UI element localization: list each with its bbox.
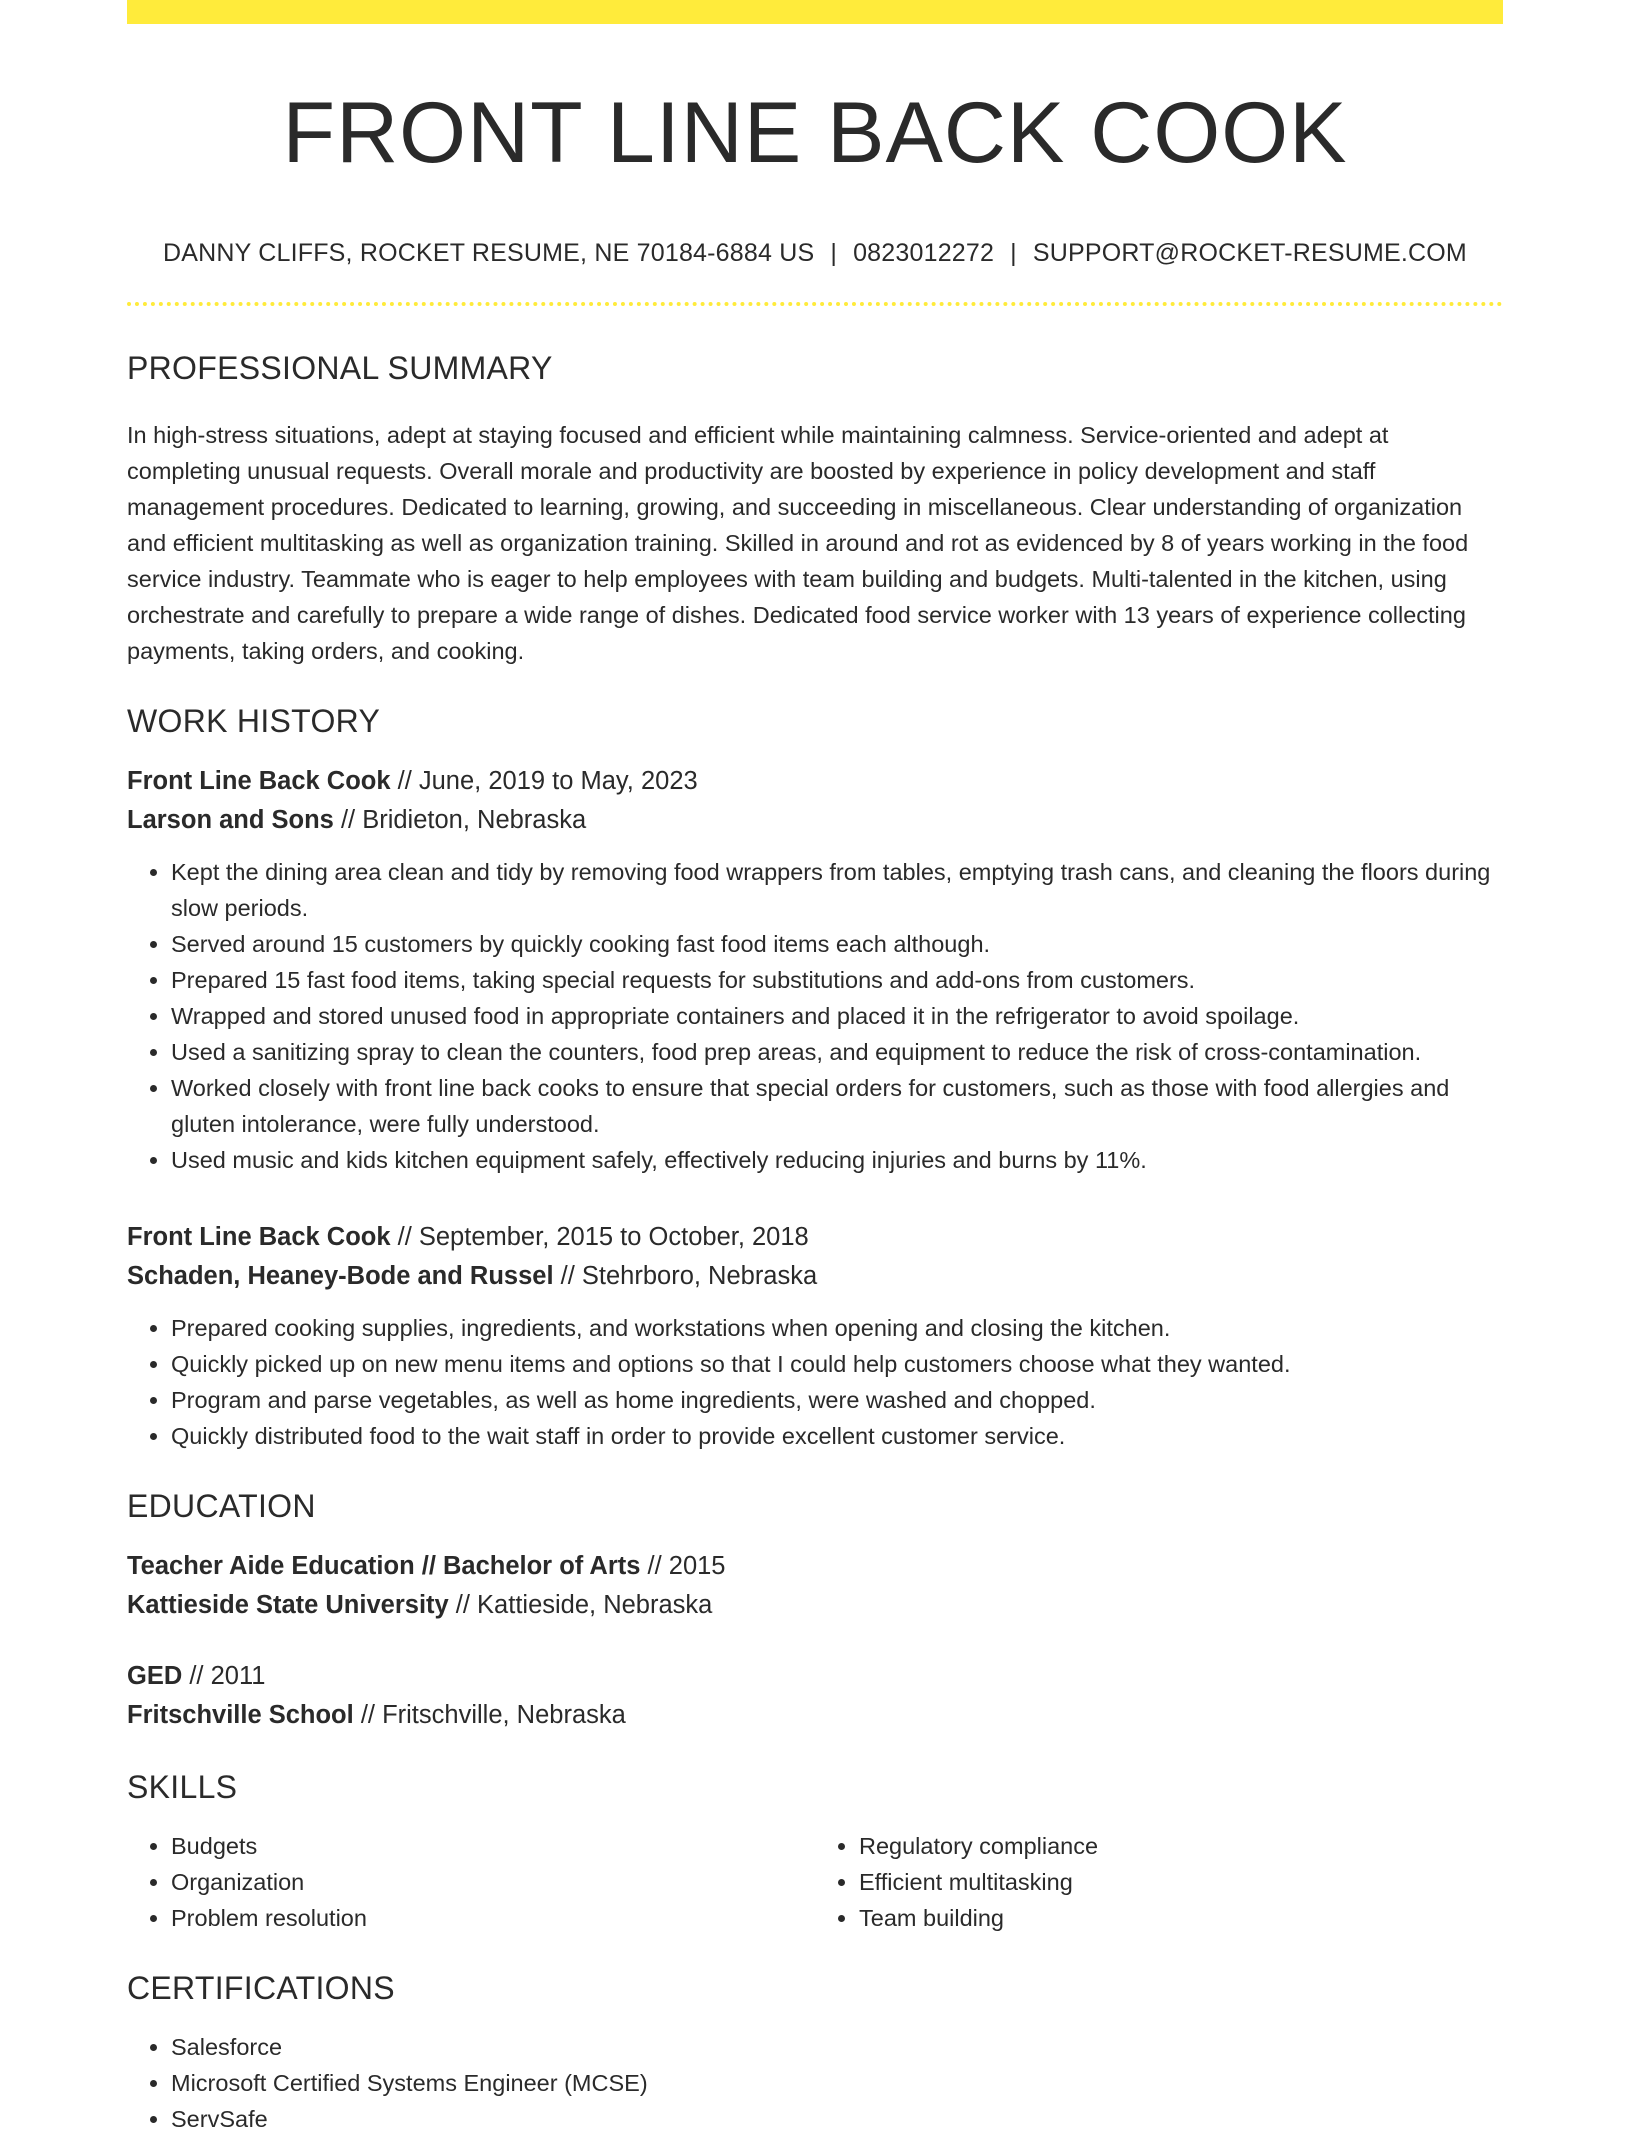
summary-text: In high-stress situations, adept at staying focused and efficient while maintaining calmness. Service-oriented and adept at completing unusual requests. Overall morale and productivity are boosted by experience in policy development and staff management procedures. Dedicated to learning, growing, and succeeding in miscellaneous. Clear understanding of organization and efficient multitasking as well as organization training. Skilled in around and rot as evidenced by 8 of years working in the food service industry. Teammate who is eager to help employees with team building and budgets. Multi-talented in the kitchen, using orchestrate and carefully to prepare a wide range of dishes. Dedicated food service worker with 13 years of experience collecting payments, taking orders, and cooking. (127, 421, 1469, 664)
job-bullet: • Program and parse vegetables, as well as home ingredients, were washed and chopped. (171, 1382, 1503, 1418)
job-company-line (127, 801, 1503, 840)
job-title: Front Line Back Cook (127, 766, 391, 795)
resume-title: FRONT LINE BACK COOK (282, 85, 1348, 181)
education-location: // Fritschville, Nebraska (353, 1700, 626, 1729)
job-bullet: • Used music and kids kitchen equipment safely, effectively reducing injuries and burns by 11%. (171, 1142, 1503, 1178)
education-school-line (127, 1696, 1503, 1735)
contact-line (127, 239, 1503, 268)
education-section (127, 1488, 1503, 1735)
education-school: Fritschville School (127, 1700, 354, 1729)
education-entry (127, 1547, 1503, 1625)
contact-separator: | (1010, 238, 1017, 267)
education-degree-line (127, 1547, 1503, 1586)
job-entry (127, 1218, 1503, 1454)
education-location: // Kattieside, Nebraska (448, 1590, 713, 1619)
job-bullets (127, 854, 1503, 1178)
contact-email: SUPPORT@ROCKET-RESUME.COM (1032, 238, 1467, 267)
education-heading: EDUCATION (127, 1487, 316, 1524)
job-bullet: • Prepared 15 fast food items, taking special requests for substitutions and add-ons from customers. (171, 962, 1503, 998)
education-degree: GED (127, 1661, 183, 1690)
skill-item: • Efficient multitasking (859, 1864, 1503, 1900)
job-bullet: • Wrapped and stored unused food in appropriate containers and placed it in the refrigerator to avoid spoilage. (171, 998, 1503, 1034)
job-bullets (127, 1310, 1503, 1454)
certification-item: • Salesforce (171, 2029, 1503, 2065)
work-history-section (127, 703, 1503, 1454)
job-location: // Stehrboro, Nebraska (553, 1261, 818, 1290)
accent-top-bar (127, 0, 1503, 24)
resume-content (127, 0, 1503, 2137)
job-title-line (127, 762, 1503, 801)
education-school: Kattieside State University (127, 1590, 449, 1619)
job-dates: // September, 2015 to October, 2018 (390, 1222, 809, 1251)
skill-item: • Organization (171, 1864, 815, 1900)
job-company: Schaden, Heaney-Bode and Russel (127, 1261, 554, 1290)
certification-item: • ServSafe (171, 2101, 1503, 2137)
skill-item: • Regulatory compliance (859, 1828, 1503, 1864)
skills-list-right (815, 1828, 1503, 1936)
dotted-divider (127, 302, 1503, 306)
contact-separator: | (830, 238, 838, 267)
certifications-heading: CERTIFICATIONS (127, 1969, 395, 2006)
contact-address: DANNY CLIFFS, ROCKET RESUME, NE 70184-6884 US (163, 238, 815, 267)
summary-heading: PROFESSIONAL SUMMARY (127, 349, 553, 386)
job-company: Larson and Sons (127, 805, 334, 834)
education-entry (127, 1657, 1503, 1735)
job-bullet: • Served around 15 customers by quickly cooking fast food items each although. (171, 926, 1503, 962)
education-school-line (127, 1586, 1503, 1625)
skill-item: • Budgets (171, 1828, 815, 1864)
job-title: Front Line Back Cook (127, 1222, 391, 1251)
skills-list-left (127, 1828, 815, 1936)
education-degree-line (127, 1657, 1503, 1696)
job-entry (127, 762, 1503, 1178)
certification-item: • Microsoft Certified Systems Engineer (MCSE) (171, 2065, 1503, 2101)
summary-section (127, 350, 1503, 669)
skills-columns (127, 1828, 1503, 1936)
job-dates: // June, 2019 to May, 2023 (390, 766, 698, 795)
job-bullet: • Quickly distributed food to the wait staff in order to provide excellent customer service. (171, 1418, 1503, 1454)
education-year: // 2011 (182, 1661, 266, 1690)
skills-section (127, 1769, 1503, 1936)
job-bullet: • Kept the dining area clean and tidy by removing food wrappers from tables, emptying trash cans, and cleaning the floors during slow periods. (171, 854, 1503, 926)
skill-item: • Team building (859, 1900, 1503, 1936)
job-title-line (127, 1218, 1503, 1257)
certifications-list (127, 2029, 1503, 2137)
skill-item: • Problem resolution (171, 1900, 815, 1936)
contact-phone: 0823012272 (853, 238, 995, 267)
education-degree: Teacher Aide Education // Bachelor of Arts (127, 1551, 641, 1580)
job-bullet: • Quickly picked up on new menu items and options so that I could help customers choose what they wanted. (171, 1346, 1503, 1382)
job-bullet: • Prepared cooking supplies, ingredients, and workstations when opening and closing the kitchen. (171, 1310, 1503, 1346)
job-bullet: • Used a sanitizing spray to clean the counters, food prep areas, and equipment to reduce the risk of cross-contamination. (171, 1034, 1503, 1070)
work-history-heading: WORK HISTORY (127, 702, 381, 739)
job-bullet: • Worked closely with front line back cooks to ensure that special orders for customers, such as those with food allergies and gluten intolerance, were fully understood. (171, 1070, 1503, 1142)
job-location: // Bridieton, Nebraska (333, 805, 587, 834)
skills-heading: SKILLS (127, 1768, 238, 1805)
education-year: // 2015 (640, 1551, 726, 1580)
job-company-line (127, 1257, 1503, 1296)
